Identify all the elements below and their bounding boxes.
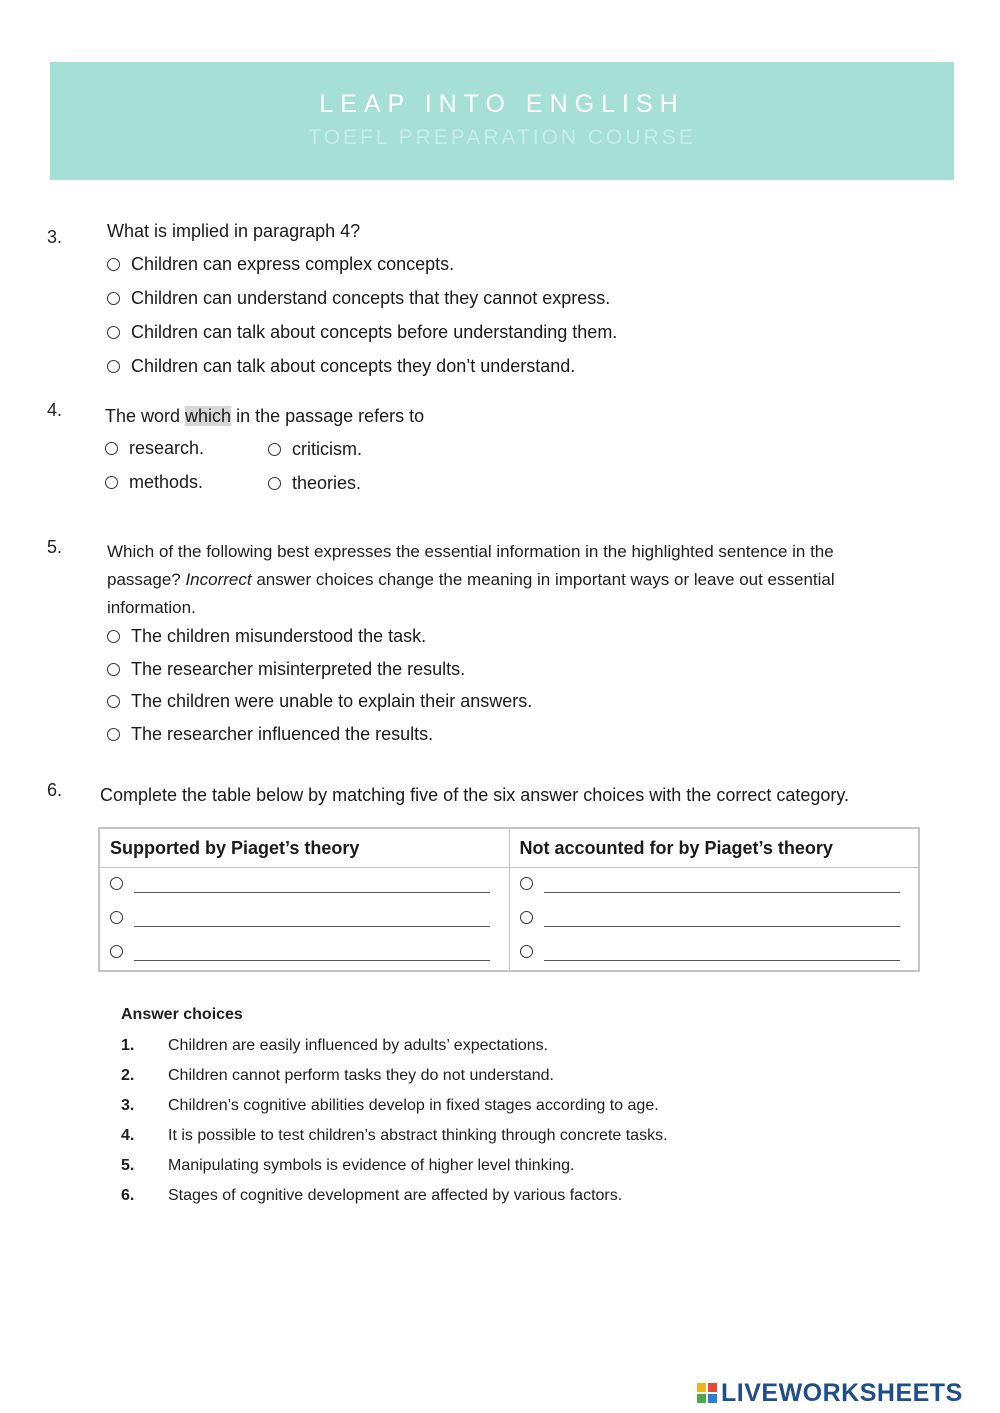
question-6-number: 6.	[47, 780, 63, 800]
question-5-number: 5.	[47, 537, 63, 557]
radio-button[interactable]	[107, 258, 120, 271]
radio-button[interactable]	[107, 728, 120, 741]
answer-choice-item: 1. Children are easily influenced by adults’ expectations.	[121, 1037, 549, 1054]
question-5-option-4[interactable]: The researcher influenced the results.	[107, 724, 433, 745]
table-cell[interactable]	[509, 936, 919, 971]
answer-blank[interactable]	[544, 912, 900, 927]
question-3-prompt: What is implied in paragraph 4?	[107, 221, 361, 241]
question-4-option-criticism[interactable]: criticism.	[268, 439, 362, 460]
table-cell[interactable]	[99, 936, 509, 971]
question-5-option-1[interactable]: The children misunderstood the task.	[107, 626, 426, 647]
radio-button[interactable]	[110, 945, 123, 958]
answer-choice-item: 4. It is possible to test children’s abstract thinking through concrete tasks.	[121, 1127, 668, 1144]
answer-choice-item: 3. Children’s cognitive abilities develop in fixed stages according to age.	[121, 1097, 659, 1114]
question-4-option-methods[interactable]: methods.	[105, 472, 203, 493]
radio-button[interactable]	[268, 477, 281, 490]
table-cell[interactable]	[99, 902, 509, 936]
radio-button[interactable]	[107, 630, 120, 643]
radio-button[interactable]	[268, 443, 281, 456]
question-3-number: 3.	[47, 227, 63, 247]
radio-button[interactable]	[110, 911, 123, 924]
answer-blank[interactable]	[544, 946, 900, 961]
answer-blank[interactable]	[134, 912, 490, 927]
table-cell[interactable]	[509, 868, 919, 903]
header-banner	[50, 62, 954, 180]
radio-button[interactable]	[105, 476, 118, 489]
question-5-option-2[interactable]: The researcher misinterpreted the results.	[107, 659, 465, 680]
question-3-option-1[interactable]: Children can express complex concepts.	[107, 254, 454, 275]
question-6-prompt: Complete the table below by matching five of the six answer choices with the correct category.	[100, 785, 850, 805]
logo-text: LIVEWORKSHEETS	[721, 1378, 963, 1407]
liveworksheets-logo	[697, 1378, 963, 1408]
banner-subtitle: TOEFL PREPARATION COURSE	[308, 126, 696, 149]
radio-button[interactable]	[520, 945, 533, 958]
answer-blank[interactable]	[544, 878, 900, 893]
radio-button[interactable]	[107, 326, 120, 339]
radio-button[interactable]	[520, 877, 533, 890]
radio-button[interactable]	[107, 360, 120, 373]
radio-button[interactable]	[105, 442, 118, 455]
question-5-option-3[interactable]: The children were unable to explain their answers.	[107, 691, 532, 712]
answer-choice-item: 6. Stages of cognitive development are affected by various factors.	[121, 1187, 623, 1204]
answer-choice-item: 5. Manipulating symbols is evidence of higher level thinking.	[121, 1157, 575, 1174]
question-4-number: 4.	[47, 400, 63, 420]
answer-choices-title: Answer choices	[121, 1006, 243, 1023]
question-5-prompt: Which of the following best expresses the essential information in the highlighted sentence in the passage? Incorrect answer choices change the meaning in important ways or leave out essential information.	[107, 542, 835, 617]
answer-blank[interactable]	[134, 946, 490, 961]
table-cell[interactable]	[509, 902, 919, 936]
column-header-not-accounted: Not accounted for by Piaget’s theory	[509, 828, 919, 868]
radio-button[interactable]	[110, 877, 123, 890]
question-3-option-4[interactable]: Children can talk about concepts they don’t understand.	[107, 356, 575, 377]
highlighted-word: which	[185, 406, 232, 426]
answer-choice-item: 2. Children cannot perform tasks they do not understand.	[121, 1067, 554, 1084]
answer-blank[interactable]	[134, 878, 490, 893]
banner-title: LEAP INTO ENGLISH	[319, 90, 685, 118]
column-header-supported: Supported by Piaget’s theory	[99, 828, 509, 868]
question-4-prompt: The word which in the passage refers to	[105, 406, 425, 426]
radio-button[interactable]	[107, 292, 120, 305]
question-4-option-research[interactable]: research.	[105, 438, 204, 459]
table-cell[interactable]	[99, 868, 509, 903]
radio-button[interactable]	[107, 695, 120, 708]
question-4-option-theories[interactable]: theories.	[268, 473, 361, 494]
logo-grid-icon	[697, 1383, 717, 1403]
question-3-option-3[interactable]: Children can talk about concepts before understanding them.	[107, 322, 617, 343]
radio-button[interactable]	[107, 663, 120, 676]
question-3-option-2[interactable]: Children can understand concepts that they cannot express.	[107, 288, 610, 309]
matching-table	[98, 827, 920, 972]
radio-button[interactable]	[520, 911, 533, 924]
